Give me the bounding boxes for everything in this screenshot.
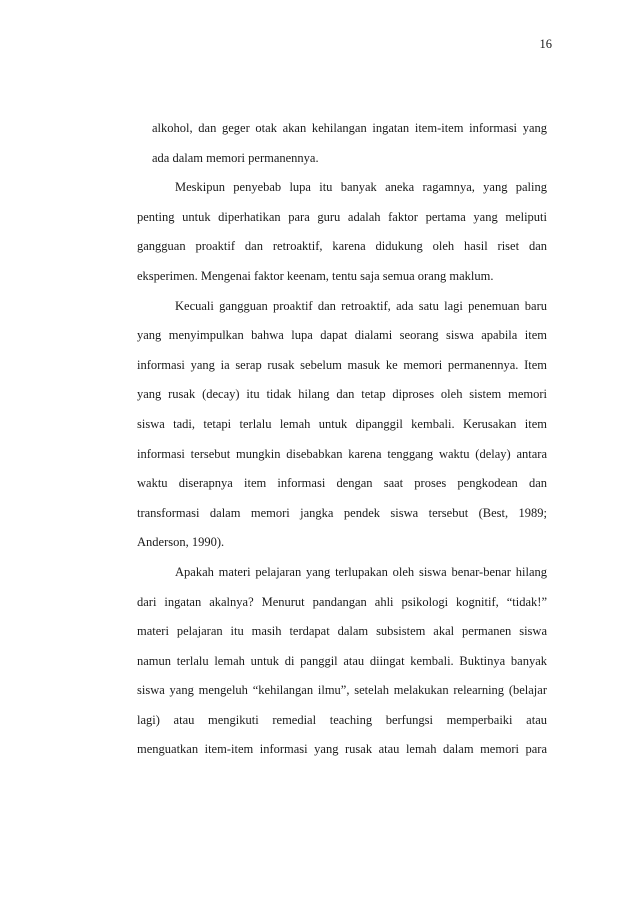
text-line: siswa yang mengeluh “kehilangan ilmu”, setelah melakukan relearning (belajar [137,683,547,698]
paragraph-first-line: Apakah materi pelajaran yang terlupakan oleh siswa benar-benar hilang [175,564,547,579]
text-line: ada dalam memori permanennya. [152,150,319,165]
body-text [137,118,547,769]
text-line: penting untuk diperhatikan para guru adalah faktor pertama yang meliputi [137,209,547,224]
text-line: transformasi dalam memori jangka pendek siswa tersebut (Best, 1989; [137,505,547,520]
text-line: waktu diserapnya item informasi dengan saat proses pengkodean dan [137,476,547,491]
text-line: menguatkan item-item informasi yang rusak atau lemah dalam memori para [137,742,547,757]
text-line: yang menyimpulkan bahwa lupa dapat dialami seorang siswa apabila item [137,328,547,343]
text-line: siswa tadi, tetapi terlalu lemah untuk dipanggil kembali. Kerusakan item [137,416,547,431]
text-line: informasi tersebut mungkin disebabkan karena tenggang waktu (delay) antara [137,446,547,461]
paragraph-first-line: Kecuali gangguan proaktif dan retroaktif, ada satu lagi penemuan baru [175,298,547,313]
text-line: lagi) atau mengikuti remedial teaching berfungsi memperbaiki atau [137,712,547,727]
text-line: alkohol, dan geger otak akan kehilangan ingatan item-item informasi yang [152,121,547,135]
text-line: yang rusak (decay) itu tidak hilang dan tetap diproses oleh sistem memori [137,387,547,402]
text-line: informasi yang ia serap rusak sebelum masuk ke memori permanennya. Item [137,357,547,372]
text-line: Anderson, 1990). [137,535,225,550]
text-line: eksperimen. Mengenai faktor keenam, tentu saja semua orang maklum. [137,268,494,283]
text-line: namun terlalu lemah untuk di panggil atau diingat kembali. Buktinya banyak [137,653,547,668]
page-number: 16 [539,37,552,51]
text-line: materi pelajaran itu masih terdapat dalam subsistem akal permanen siswa [137,624,547,639]
text-line: gangguan proaktif dan retroaktif, karena didukung oleh hasil riset dan [137,239,547,254]
paragraph-first-line: Meskipun penyebab lupa itu banyak aneka ragamnya, yang paling [175,180,547,195]
text-line: dari ingatan akalnya? Menurut pandangan ahli psikologi kognitif, “tidak!” [137,594,547,609]
